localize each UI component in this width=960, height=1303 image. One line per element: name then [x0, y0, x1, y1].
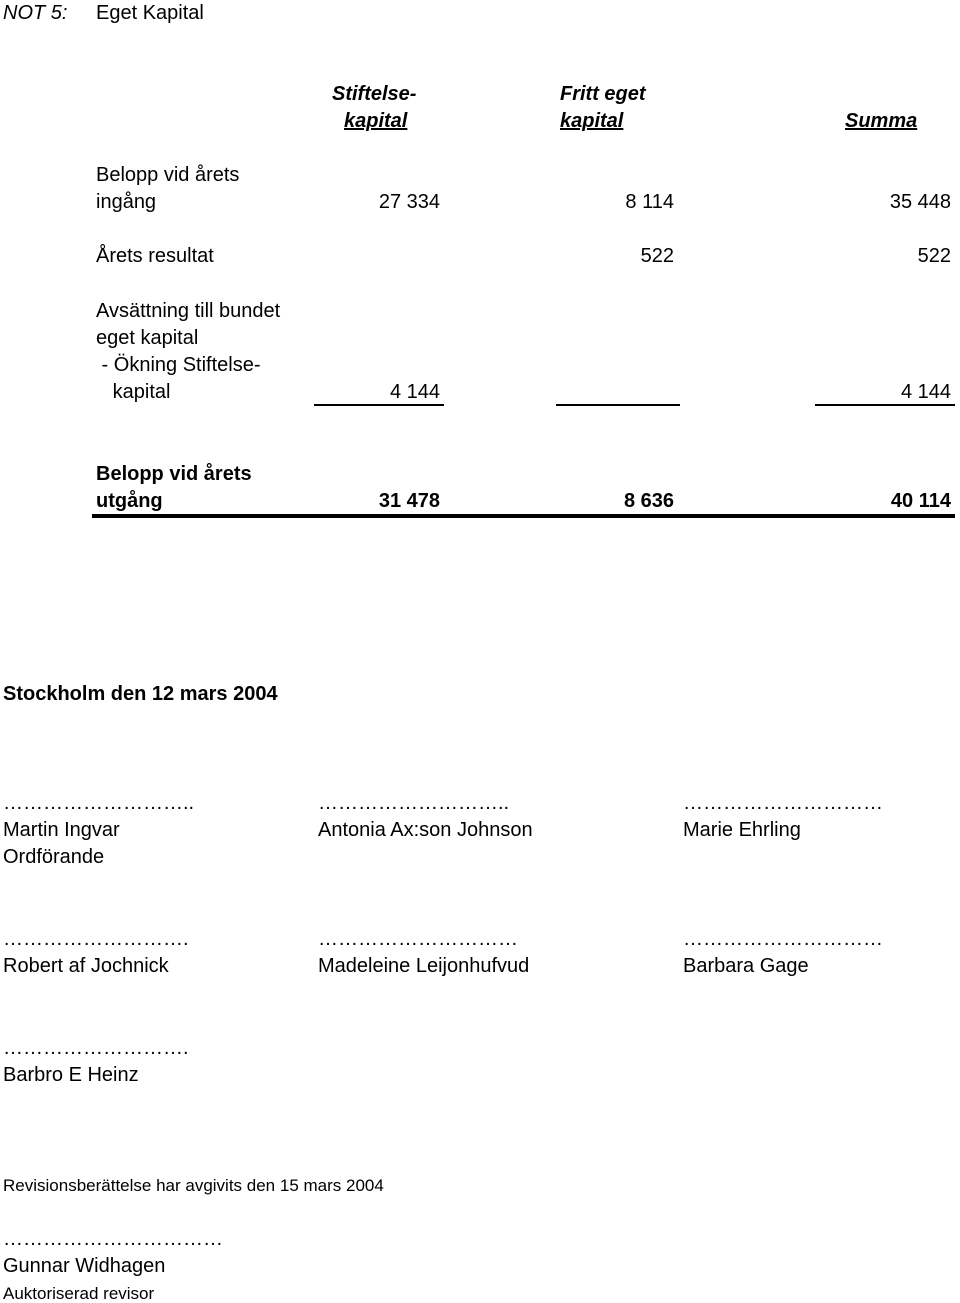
audit-statement: Revisionsberättelse har avgivits den 15 mars 2004 [3, 1176, 384, 1195]
row-allocation-label-line3: - Ökning Stiftelse- [96, 354, 261, 376]
row-opening-col2: 8 114 [625, 191, 674, 213]
row-closing-col3: 40 114 [890, 490, 951, 512]
row-allocation-col3: 4 144 [900, 381, 951, 403]
signatory-name: Martin Ingvar [3, 819, 120, 841]
auditor-title: Auktoriserad revisor [3, 1284, 155, 1303]
header-col2-line2: kapital [560, 110, 624, 132]
row-allocation-label-line4: kapital [96, 381, 171, 403]
signature-dots: ………………………… [318, 928, 518, 950]
signatory-name: Antonia Ax:son Johnson [318, 819, 533, 841]
note-title: Eget Kapital [96, 2, 204, 24]
signature-dots: ……………………….. [3, 792, 195, 814]
signatory-name: Marie Ehrling [683, 819, 801, 841]
row-allocation-col1: 4 144 [389, 381, 440, 403]
row-opening-col1: 27 334 [378, 191, 440, 213]
header-col2-line1: Fritt eget [560, 83, 646, 105]
signature-dots: ………………………… [683, 928, 883, 950]
header-col3: Summa [845, 110, 918, 132]
row-result-label: Årets resultat [96, 245, 214, 267]
subtotal-line-col1 [314, 404, 444, 406]
row-closing-col2: 8 636 [623, 490, 674, 512]
row-closing-label-line2: utgång [96, 490, 163, 512]
signature-dots: ………………………. [3, 928, 189, 950]
signatory-name: Barbara Gage [683, 955, 809, 977]
row-allocation-label-line1: Avsättning till bundet [96, 300, 281, 322]
subtotal-line-col2 [556, 404, 680, 406]
signatory-name: Barbro E Heinz [3, 1064, 139, 1086]
row-opening-label-line1: Belopp vid årets [96, 164, 240, 186]
place-date: Stockholm den 12 mars 2004 [3, 683, 278, 705]
row-result-col2: 522 [640, 245, 674, 267]
auditor-name: Gunnar Widhagen [3, 1255, 166, 1277]
signature-dots: …………………………… [3, 1228, 223, 1250]
signature-dots: ……………………….. [318, 792, 510, 814]
subtotal-line-col3 [815, 404, 955, 406]
row-opening-label-line2: ingång [96, 191, 157, 213]
header-col1-line1: Stiftelse- [332, 83, 417, 105]
signatory-role: Ordförande [3, 846, 105, 868]
total-rule [92, 514, 955, 518]
signatory-name: Robert af Jochnick [3, 955, 169, 977]
row-result-col3: 522 [917, 245, 951, 267]
header-col1-line2: kapital [344, 110, 408, 132]
note-number: NOT 5: [3, 2, 68, 24]
signature-dots: ………………………. [3, 1037, 189, 1059]
row-allocation-label-line2: eget kapital [96, 327, 199, 349]
signature-dots: ………………………… [683, 792, 883, 814]
row-closing-label-line1: Belopp vid årets [96, 463, 252, 485]
row-opening-col3: 35 448 [889, 191, 951, 213]
row-closing-col1: 31 478 [378, 490, 440, 512]
signatory-name: Madeleine Leijonhufvud [318, 955, 530, 977]
